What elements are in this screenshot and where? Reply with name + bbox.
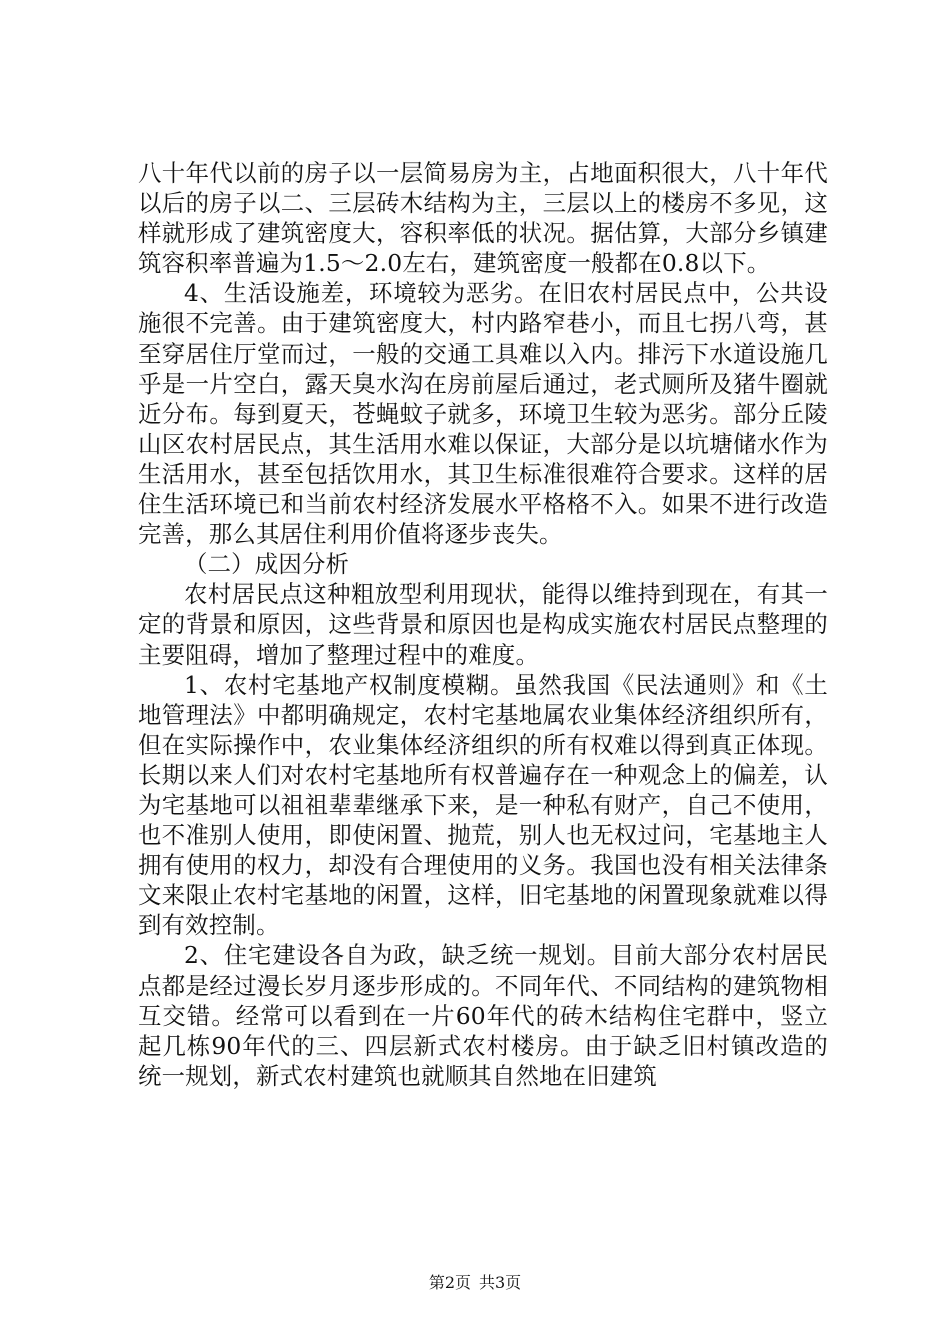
paragraph: 2、住宅建设各自为政，缺乏统一规划。目前大部分农村居民点都是经过漫长岁月逐步形成的。不同年代、不同结构的建筑物相互交错。经常可以看到在一片60年代的砖木结构住宅群中，竖立起几栋90年代的三、四层新式农村楼房。由于缺乏旧村镇改造的统一规划，新式农村建筑也就顺其自然地在旧建筑 <box>138 941 828 1090</box>
paragraph: 4、生活设施差，环境较为恶劣。在旧农村居民点中，公共设施很不完善。由于建筑密度大，村内路窄巷小，而且七拐八弯，甚至穿居住厅堂而过，一般的交通工具难以入内。排污下水道设施几乎是一片空白，露天臭水沟在房前屋后通过，老式厕所及猪牛圈就近分布。每到夏天，苍蝇蚊子就多，环境卫生较为恶劣。部分丘陵山区农村居民点，其生活用水难以保证，大部分是以坑塘储水作为生活用水，甚至包括饮用水，其卫生标准很难符合要求。这样的居住生活环境已和当前农村经济发展水平格格不入。如果不进行改造完善，那么其居住利用价值将逐步丧失。 <box>138 279 828 549</box>
paragraph: 农村居民点这种粗放型利用现状，能得以维持到现在，有其一定的背景和原因，这些背景和原因也是构成实施农村居民点整理的主要阻碍，增加了整理过程中的难度。 <box>138 580 828 669</box>
document-body <box>138 158 828 1091</box>
page-footer <box>0 1273 950 1293</box>
page-number: 第2页 <box>428 1273 471 1292</box>
section-heading: （二）成因分析 <box>184 550 350 579</box>
paragraph: 1、农村宅基地产权制度模糊。虽然我国《民法通则》和《土地管理法》中都明确规定，农村宅基地属农业集体经济组织所有，但在实际操作中，农业集体经济组织的所有权难以得到真正体现。长期以来人们对农村宅基地所有权普遍存在一种观念上的偏差，认为宅基地可以祖祖辈辈继承下来，是一种私有财产，自己不使用，也不准别人使用，即使闲置、抛荒，别人也无权过问，宅基地主人拥有使用的权力，却没有合理使用的义务。我国也没有相关法律条文来限止农村宅基地的闲置，这样，旧宅基地的闲置现象就难以得到有效控制。 <box>138 670 828 940</box>
page-total: 共3页 <box>479 1273 522 1292</box>
paragraph: 八十年代以前的房子以一层简易房为主，占地面积很大，八十年代以后的房子以二、三层砖木结构为主，三层以上的楼房不多见，这样就形成了建筑密度大，容积率低的状况。据估算，大部分乡镇建筑容积率普遍为1.5～2.0左右，建筑密度一般都在0.8以下。 <box>138 159 828 278</box>
